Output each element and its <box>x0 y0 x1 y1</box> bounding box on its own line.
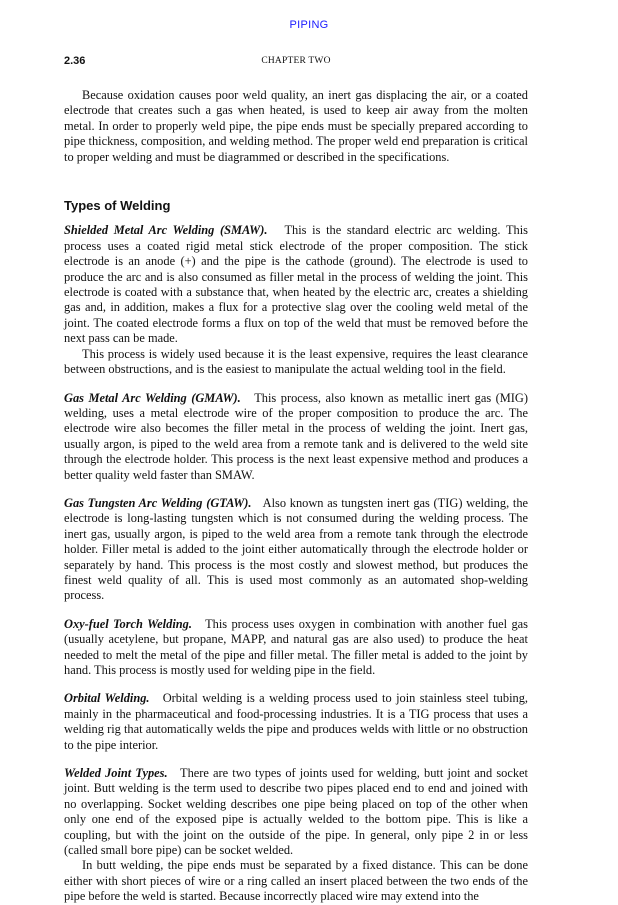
orbital-paragraph <box>64 691 528 753</box>
smaw-text-1: This is the standard electric arc welding. This process uses a coated rigid metal stick electrode of the proper composition. The stick electrode is an anode (+) and the pipe is the cathode (ground). The electrode is used to produce the arc and is also consumed as filler metal in the process of welding the joint. This electrode is coated with a substance that, when heated by the electric arc, creates a shielding gas and, in addition, makes a flux for a protective slag over the cooling weld metal of the joint. The coated electrode forms a flux on top of the weld that must be removed before the next pass can be made. <box>64 223 528 346</box>
joint-types-text-1: There are two types of joints used for welding, butt joint and socket joint. Butt welding is the term used to describe two pipes placed end to end and joined with no overlapping. Socket welding describes one pipe being placed on top of the other when only one end of the exposed pipe is actually welded to the bottom pipe. This is like a coupling, but with the joint on the outside of the pipe. In general, only pipe 2 in or less (called small bore pipe) can be socket welded. <box>64 766 528 858</box>
orbital-text: Orbital welding is a welding process used to join stainless steel tubing, mainly in the pharmaceutical and food-processing industries. It is a TIG process that uses a welding rig that automatically welds the pipe and produces welds with little or no obstruction to the pipe interior. <box>64 691 528 752</box>
joint-types-title: Welded Joint Types. <box>64 766 168 781</box>
page-number: 2.36 <box>64 55 86 67</box>
joint-types-paragraph-1 <box>64 766 528 858</box>
section-heading: Types of Welding <box>64 198 171 214</box>
gmaw-paragraph <box>64 391 528 483</box>
joint-types-paragraph-2: In butt welding, the pipe ends must be separated by a fixed distance. This can be done either with short pieces of wire or a ring called an insert placed between the two ends of the pipe before the weld is started. Because incorrectly placed wire may extend into the <box>64 858 528 904</box>
running-head: PIPING <box>289 19 329 31</box>
oxy-fuel-text: This process uses oxygen in combination with another fuel gas (usually acetylene, but propane, MAPP, and natural gas are also used) to produce the heat needed to melt the metal of the pipe and filler metal. The filler metal is added to the joint by hand. This process is mostly used for welding pipe in the field. <box>64 616 528 677</box>
gmaw-title: Gas Metal Arc Welding (GMAW). <box>64 390 241 405</box>
page-header <box>64 55 528 69</box>
gtaw-title: Gas Tungsten Arc Welding (GTAW). <box>64 495 252 510</box>
smaw-title: Shielded Metal Arc Welding (SMAW). <box>64 223 268 238</box>
gmaw-text: This process, also known as metallic inert gas (MIG) welding, uses a metal electrode wire of the proper composition to produce the arc. The electrode wire also becomes the filler metal in the process of welding the joint. Inert gas, usually argon, is piped to the weld area from a remote tank and is delivered to the weld site through the electrode holder. This process is the next least expensive method and produces a better quality weld faster than SMAW. <box>64 390 529 482</box>
oxy-fuel-title: Oxy-fuel Torch Welding. <box>64 616 192 631</box>
oxy-fuel-paragraph <box>64 617 528 679</box>
page-body <box>64 88 528 905</box>
orbital-title: Orbital Welding. <box>64 691 150 706</box>
smaw-paragraph-1 <box>64 223 528 346</box>
gtaw-paragraph <box>64 496 528 604</box>
smaw-paragraph-2: This process is widely used because it is the least expensive, requires the least clearance between obstructions, and is the easiest to manipulate the actual welding tool in the field. <box>64 346 528 377</box>
chapter-label: CHAPTER TWO <box>261 56 331 66</box>
gtaw-text: Also known as tungsten inert gas (TIG) welding, the electrode is long-lasting tungsten which is not consumed during the welding process. The inert gas, usually argon, is piped to the weld area from a remote tank through the electrode holder. Filler metal is added to the joint either automatically through the electrode holder or separately by hand. This process is the most costly and slowest method, but produces the finest weld quality of all. This is used most commonly as an automated shop-welding process. <box>64 495 529 603</box>
intro-paragraph: Because oxidation causes poor weld quality, an inert gas displacing the air, or a coated electrode that creates such a gas when heated, is used to keep air away from the molten metal. In order to properly weld pipe, the pipe ends must be specially prepared according to pipe thickness, composition, and welding method. The proper weld end preparation is critical to proper welding and must be diagrammed or described in the specifications. <box>64 88 528 164</box>
